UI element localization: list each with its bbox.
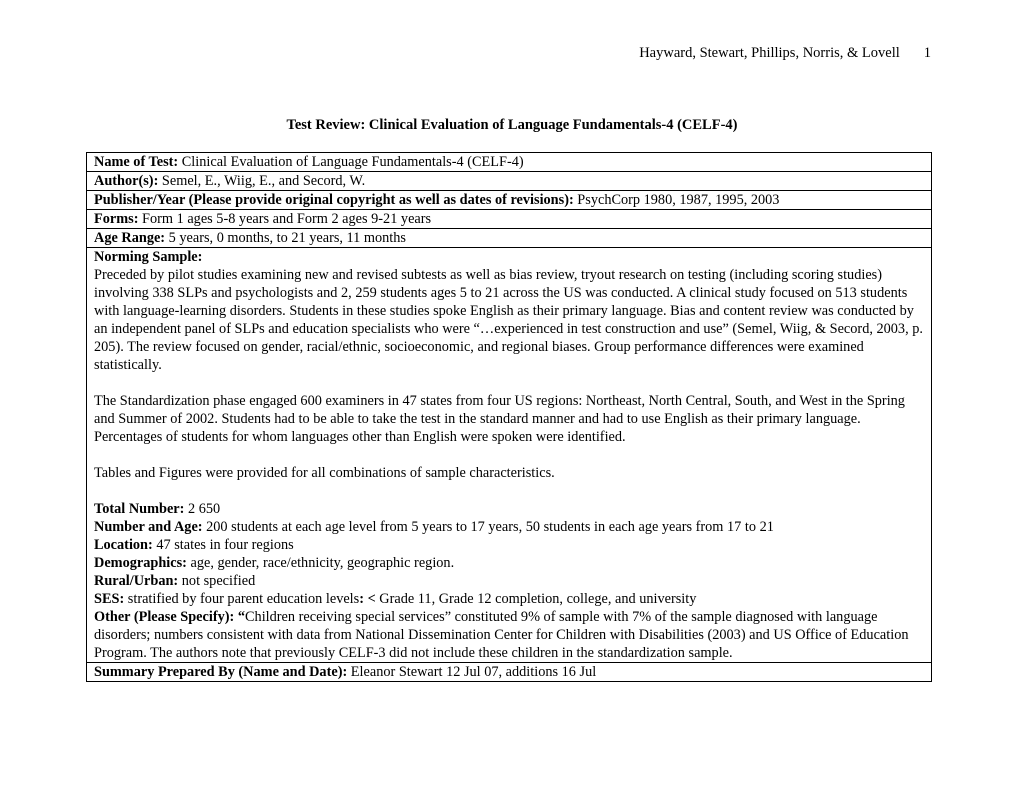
publisher-value: PsychCorp 1980, 1987, 1995, 2003 (573, 192, 780, 208)
row-authors (87, 172, 932, 191)
test-name-value: Clinical Evaluation of Language Fundamentals-4 (CELF-4) (178, 154, 524, 170)
demographics-value: age, gender, race/ethnicity, geographic region. (186, 555, 455, 571)
document-title: Test Review: Clinical Evaluation of Language Fundamentals-4 (CELF-4) (286, 117, 738, 133)
number-age-line (94, 518, 924, 536)
location-value: 47 states in four regions (152, 537, 294, 553)
other-line (94, 608, 924, 662)
total-number-line (94, 500, 924, 518)
rural-urban-line (94, 572, 924, 590)
other-label: Other (Please Specify): (94, 609, 235, 625)
authors-label: Author(s): (94, 173, 159, 189)
ses-levels: Grade 11, Grade 12 completion, college, and university (375, 591, 697, 607)
row-age-range (87, 229, 932, 248)
ses-less-than: < (364, 591, 376, 607)
age-range-label: Age Range: (94, 230, 166, 246)
publisher-label: Publisher/Year (Please provide original copyright as well as dates of revisions): (94, 192, 574, 208)
ses-line (94, 590, 924, 608)
summary-label: Summary Prepared By (Name and Date): (94, 664, 348, 680)
row-summary (87, 663, 932, 682)
rural-urban-label: Rural/Urban: (94, 573, 179, 589)
row-forms (87, 210, 932, 229)
norming-paragraph-standardization: The Standardization phase engaged 600 examiners in 47 states from four US regions: Northeast, North Central, South, and West in the Spring and Summer of 2002. Students had to be able to take the test in the standard manner and had to use English as their primary language. Percentages of students for whom languages other than English were spoken were identified. (94, 393, 905, 445)
age-range-value: 5 years, 0 months, to 21 years, 11 months (165, 230, 406, 246)
ses-value: stratified by four parent education levels (124, 591, 360, 607)
norming-label: Norming Sample: (94, 249, 203, 265)
norming-paragraph-tables: Tables and Figures were provided for all combinations of sample characteristics. (94, 465, 555, 481)
location-label: Location: (94, 537, 153, 553)
running-header (639, 45, 931, 62)
test-name-label: Name of Test: (94, 154, 179, 170)
demographics-label: Demographics: (94, 555, 187, 571)
review-table (86, 152, 932, 682)
ses-colon: : (359, 591, 364, 607)
location-line (94, 536, 924, 554)
forms-value: Form 1 ages 5-8 years and Form 2 ages 9-21 years (138, 211, 432, 227)
row-publisher (87, 191, 932, 210)
norming-paragraph-pilot: Preceded by pilot studies examining new and revised subtests as well as bias review, tryout research on testing (including scoring studies) involving 338 SLPs and psychologists and 2, 259 students ages 5 to 21 across the US was conducted. A clinical study focused on 513 students with language-learning disorders. Students in these studies spoke English as their primary language. Bias and content review was conducted by an independent panel of SLPs and education specialists who were “…experienced in test construction and use” (Semel, Wiig, & Secord, 2003, p. 205). The review focused on gender, racial/ethnic, socioeconomic, and regional biases. Group performance differences were examined statistically. (94, 267, 923, 373)
total-number-value: 2 650 (184, 501, 221, 517)
summary-value: Eleanor Stewart 12 Jul 07, additions 16 Jul (347, 664, 597, 680)
row-test-name (87, 153, 932, 172)
authors-value: Semel, E., Wiig, E., and Secord, W. (158, 173, 366, 189)
other-value: Children receiving special services” constituted 9% of sample with 7% of the sample diagnosed with language disorders; numbers consistent with data from National Dissemination Center for Children with Disabilities (2003) and US Office of Education Program. The authors note that previously CELF-3 did not include these children in the standardization sample. (94, 609, 909, 661)
row-norming-sample (87, 248, 932, 663)
number-age-value: 200 students at each age level from 5 years to 17 years, 50 students in each age years from 17 to 21 (202, 519, 774, 535)
other-open-quote: “ (234, 609, 246, 625)
number-age-label: Number and Age: (94, 519, 203, 535)
page-number: 1 (923, 45, 931, 61)
forms-label: Forms: (94, 211, 139, 227)
rural-urban-value: not specified (178, 573, 256, 589)
header-authors: Hayward, Stewart, Phillips, Norris, & Lovell (639, 45, 900, 61)
demographics-line (94, 554, 924, 572)
ses-label: SES: (94, 591, 125, 607)
total-number-label: Total Number: (94, 501, 185, 517)
